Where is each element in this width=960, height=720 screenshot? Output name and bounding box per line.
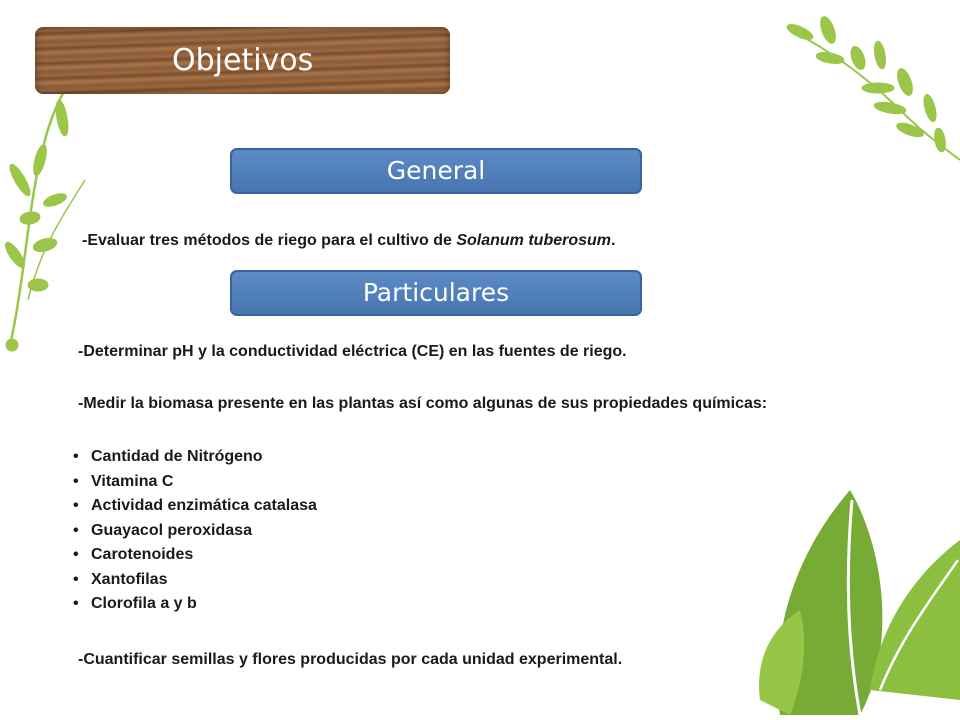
- list-item: [73, 519, 317, 544]
- general-objective-suffix: .: [611, 232, 616, 249]
- list-item-text: Clorofila a y b: [91, 595, 197, 612]
- bullet-icon: •: [73, 570, 79, 588]
- bullet-icon: •: [73, 521, 79, 539]
- list-item: [73, 592, 317, 617]
- list-item: [73, 445, 317, 470]
- objective-semillas: -Cuantificar semillas y flores producidas por cada unidad experimental.: [78, 651, 623, 668]
- general-heading-bar: [230, 148, 642, 194]
- objective-biomasa: -Medir la biomasa presente en las plantas así como algunas de sus propiedades químicas:: [78, 395, 768, 412]
- list-item-text: Cantidad de Nitrógeno: [91, 448, 263, 465]
- list-item-text: Xantofilas: [91, 570, 168, 588]
- general-objective-text: -Evaluar tres métodos de riego para el cultivo de: [82, 232, 457, 249]
- list-item-text: Guayacol peroxidasa: [91, 521, 252, 539]
- bullet-icon: •: [73, 497, 79, 514]
- list-item-text: Vitamina C: [91, 472, 174, 490]
- objective-ph-ce: -Determinar pH y la conductividad eléctrica (CE) en las fuentes de riego.: [78, 343, 627, 360]
- general-objective: [82, 231, 615, 251]
- bullet-icon: •: [73, 546, 79, 563]
- particulares-heading-bar: [230, 270, 642, 316]
- list-item: [73, 470, 317, 495]
- particulares-heading: Particulares: [362, 278, 510, 307]
- list-item: [73, 568, 317, 593]
- general-objective-species: Solanum tuberosum: [456, 232, 612, 249]
- list-item: [73, 494, 317, 519]
- general-heading: General: [386, 156, 486, 185]
- list-item-text: Carotenoides: [91, 546, 194, 563]
- page-title: Objetivos: [172, 43, 314, 78]
- list-item-text: Actividad enzimática catalasa: [91, 497, 317, 514]
- large-leaves-icon: [759, 490, 960, 715]
- bullet-icon: •: [73, 448, 79, 465]
- biomasa-properties-list: [73, 445, 317, 617]
- bullet-icon: •: [73, 595, 79, 612]
- bullet-icon: •: [73, 472, 79, 490]
- list-item: [73, 543, 317, 568]
- right-vine-icon: [785, 15, 960, 160]
